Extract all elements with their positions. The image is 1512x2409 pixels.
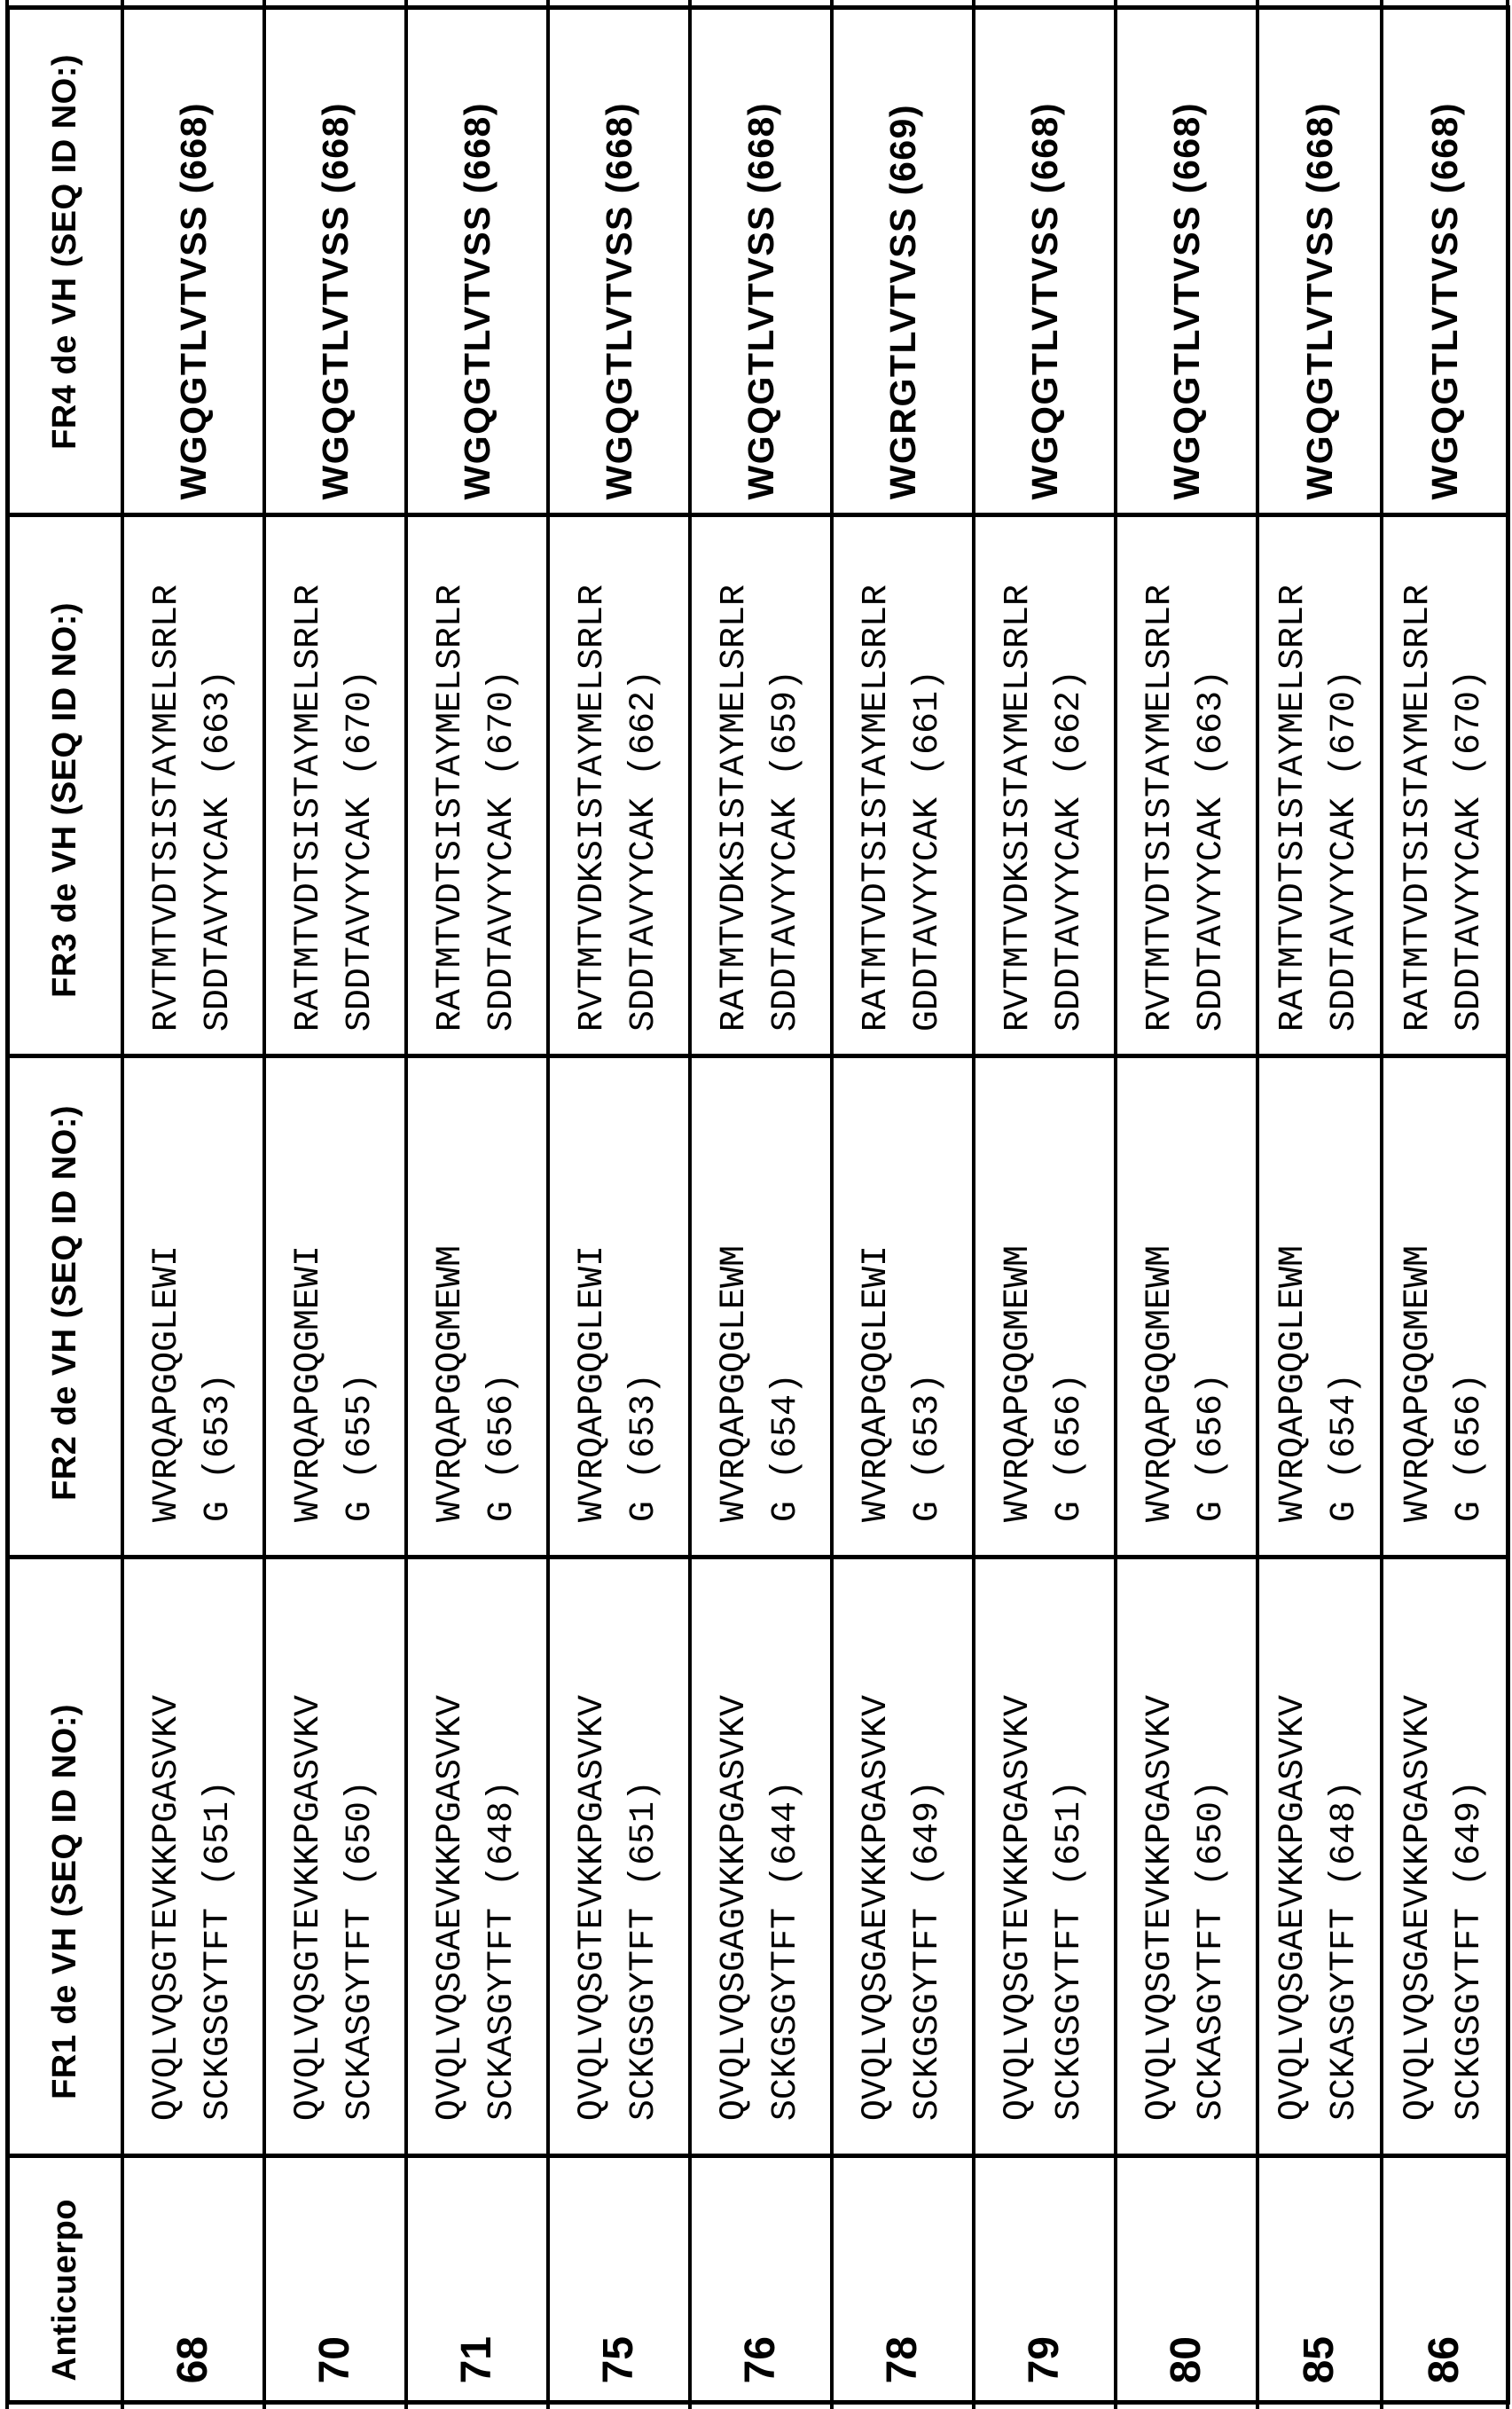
cell-fr1-80 xyxy=(1118,1559,1255,2153)
header-antibody-text: Anticuerpo xyxy=(46,2199,83,2382)
cut-row-tick-bottom xyxy=(262,2404,266,2409)
cut-row-tick-top xyxy=(404,0,408,7)
antibody-number-cell xyxy=(834,2158,971,2399)
antibody-number-cell-text: 71 xyxy=(453,2335,500,2383)
cell-fr3-76 xyxy=(693,517,829,1053)
cell-fr4-70-text: WGQGTLVTVSS (668) xyxy=(315,101,356,499)
cell-fr2-80 xyxy=(1118,1058,1255,1554)
cut-row-tick-top xyxy=(546,0,550,7)
cell-fr1-75 xyxy=(551,1559,687,2153)
cut-row-tick-top xyxy=(5,0,9,7)
cell-fr3-80 xyxy=(1118,517,1255,1053)
cell-fr4-80 xyxy=(1118,10,1255,512)
cut-row-tick-bottom xyxy=(404,2404,408,2409)
antibody-number-cell xyxy=(693,2158,829,2399)
cell-fr1-76-text: QVQLVQSGAGVKKPGASVKV SCKGSGYTFT (644) xyxy=(715,1694,806,2121)
header-antibody xyxy=(10,2158,120,2399)
grid-vline xyxy=(688,5,692,2405)
cell-fr4-78-text: WGRGTLVTVSS (669) xyxy=(882,103,923,499)
cell-fr4-68-text: WGQGTLVTVSS (668) xyxy=(173,101,214,499)
antibody-number-cell-text: 75 xyxy=(595,2335,642,2383)
grid-hline xyxy=(5,2400,1510,2405)
cell-fr1-70 xyxy=(267,1559,403,2153)
grid-vline xyxy=(404,5,408,2405)
cell-fr2-75-text: WVRQAPGQGLEWI G (653) xyxy=(573,1244,664,1522)
header-fr3-text: FR3 de VH (SEQ ID NO:) xyxy=(46,602,83,998)
cell-fr1-71 xyxy=(409,1559,545,2153)
header-fr2-text: FR2 de VH (SEQ ID NO:) xyxy=(46,1105,83,1501)
cell-fr2-71 xyxy=(409,1058,545,1554)
cell-fr2-85-text: WVRQAPGQGLEWM G (654) xyxy=(1273,1244,1365,1522)
cell-fr4-86-text: WGQGTLVTVSS (668) xyxy=(1424,101,1465,499)
cell-fr4-79-text: WGQGTLVTVSS (668) xyxy=(1024,101,1065,499)
cell-fr3-86 xyxy=(1384,517,1505,1053)
cell-fr3-71 xyxy=(409,517,545,1053)
cut-row-tick-top xyxy=(972,0,975,7)
cell-fr4-75-text: WGQGTLVTVSS (668) xyxy=(599,101,639,499)
cell-fr4-71 xyxy=(409,10,545,512)
cell-fr4-78 xyxy=(834,10,971,512)
cell-fr3-78 xyxy=(834,517,971,1053)
cell-fr3-79-text: RVTMTVDKSISTAYMELSRLR SDDTAVYYCAK (662) xyxy=(999,584,1090,1032)
cell-fr1-80-text: QVQLVQSGTEVKKPGASVKV SCKASGYTFT (650) xyxy=(1140,1694,1232,2121)
cut-row-tick-top xyxy=(262,0,266,7)
cell-fr4-85-text: WGQGTLVTVSS (668) xyxy=(1299,101,1340,499)
cell-fr2-70 xyxy=(267,1058,403,1554)
antibody-number-cell-text: 79 xyxy=(1021,2335,1068,2383)
cell-fr2-78-text: WVRQAPGQGLEWI G (653) xyxy=(857,1244,948,1522)
cut-row-tick-bottom xyxy=(5,2404,9,2409)
cut-row-tick-bottom xyxy=(1380,2404,1383,2409)
cell-fr2-68-text: WVRQAPGQGLEWI G (653) xyxy=(147,1244,239,1522)
cut-row-tick-bottom xyxy=(1114,2404,1117,2409)
cell-fr2-80-text: WVRQAPGQGMEWM G (656) xyxy=(1140,1244,1232,1522)
header-fr2 xyxy=(10,1058,120,1554)
cell-fr1-78-text: QVQLVQSGAEVKKPGASVKV SCKGSGYTFT (649) xyxy=(857,1694,948,2121)
cut-row-tick-bottom xyxy=(1256,2404,1259,2409)
grid-vline xyxy=(972,5,975,2405)
cell-fr3-71-text: RATMTVDTSISTAYMELSRLR SDDTAVYYCAK (670) xyxy=(431,584,522,1032)
cell-fr3-75 xyxy=(551,517,687,1053)
antibody-number-cell xyxy=(125,2158,262,2399)
cell-fr2-85 xyxy=(1260,1058,1379,1554)
cell-fr4-86 xyxy=(1384,10,1505,512)
cell-fr1-68 xyxy=(125,1559,262,2153)
cell-fr4-70 xyxy=(267,10,403,512)
cell-fr1-79 xyxy=(976,1559,1113,2153)
antibody-number-cell xyxy=(267,2158,403,2399)
cut-row-tick-bottom xyxy=(972,2404,975,2409)
cut-row-tick-bottom xyxy=(1506,2404,1509,2409)
cell-fr2-86 xyxy=(1384,1058,1505,1554)
antibody-number-cell-text: 86 xyxy=(1421,2335,1468,2383)
cut-row-tick-top xyxy=(1256,0,1259,7)
cell-fr2-70-text: WVRQAPGQGMEWI G (655) xyxy=(289,1244,380,1522)
cell-fr3-68 xyxy=(125,517,262,1053)
antibody-number-cell-text: 68 xyxy=(169,2335,216,2383)
cell-fr1-79-text: QVQLVQSGTEVKKPGASVKV SCKGSGYTFT (651) xyxy=(999,1694,1090,2121)
cell-fr2-76 xyxy=(693,1058,829,1554)
antibody-number-cell xyxy=(409,2158,545,2399)
cell-fr2-71-text: WVRQAPGQGMEWM G (656) xyxy=(431,1244,522,1522)
cell-fr2-75 xyxy=(551,1058,687,1554)
cell-fr2-68 xyxy=(125,1058,262,1554)
cell-fr3-70 xyxy=(267,517,403,1053)
cell-fr4-71-text: WGQGTLVTVSS (668) xyxy=(457,101,497,499)
antibody-number-cell xyxy=(1118,2158,1255,2399)
cell-fr1-78 xyxy=(834,1559,971,2153)
cell-fr3-70-text: RATMTVDTSISTAYMELSRLR SDDTAVYYCAK (670) xyxy=(289,584,380,1032)
antibody-number-cell-text: 76 xyxy=(737,2335,784,2383)
cell-fr4-85 xyxy=(1260,10,1379,512)
cell-fr2-79 xyxy=(976,1058,1113,1554)
cell-fr1-86 xyxy=(1384,1559,1505,2153)
grid-vline xyxy=(121,5,124,2405)
cell-fr2-86-text: WVRQAPGQGMEWM G (656) xyxy=(1398,1244,1490,1522)
cell-fr3-85 xyxy=(1260,517,1379,1053)
cell-fr3-76-text: RATMTVDKSISTAYMELSRLR SDDTAVYYCAK (659) xyxy=(715,584,806,1032)
grid-vline xyxy=(262,5,266,2405)
cell-fr1-68-text: QVQLVQSGTEVKKPGASVKV SCKGSGYTFT (651) xyxy=(147,1694,239,2121)
cut-row-tick-top xyxy=(1506,0,1509,7)
cell-fr4-68 xyxy=(125,10,262,512)
cut-row-tick-top xyxy=(830,0,834,7)
cell-fr4-76 xyxy=(693,10,829,512)
cell-fr1-85-text: QVQLVQSGAEVKKPGASVKV SCKASGYTFT (648) xyxy=(1273,1694,1365,2121)
cell-fr1-71-text: QVQLVQSGAEVKKPGASVKV SCKASGYTFT (648) xyxy=(431,1694,522,2121)
grid-vline xyxy=(1114,5,1117,2405)
cell-fr3-79 xyxy=(976,517,1113,1053)
cell-fr3-85-text: RATMTVDTSISTAYMELSRLR SDDTAVYYCAK (670) xyxy=(1273,584,1365,1032)
header-fr3 xyxy=(10,517,120,1053)
antibody-number-cell-text: 78 xyxy=(879,2335,926,2383)
antibody-number-cell xyxy=(1260,2158,1379,2399)
grid-vline xyxy=(830,5,834,2405)
antibody-number-cell xyxy=(1384,2158,1505,2399)
grid-vline xyxy=(546,5,550,2405)
cut-row-tick-bottom xyxy=(830,2404,834,2409)
cut-row-tick-top xyxy=(688,0,692,7)
grid-vline xyxy=(1506,5,1510,2405)
grid-vline xyxy=(1256,5,1259,2405)
cell-fr3-86-text: RATMTVDTSISTAYMELSRLR SDDTAVYYCAK (670) xyxy=(1398,584,1490,1032)
grid-vline xyxy=(1380,5,1383,2405)
cut-row-tick-bottom xyxy=(121,2404,124,2409)
cell-fr2-76-text: WVRQAPGQGLEWM G (654) xyxy=(715,1244,806,1522)
cell-fr3-75-text: RVTMTVDKSISTAYMELSRLR SDDTAVYYCAK (662) xyxy=(573,584,664,1032)
cell-fr4-79 xyxy=(976,10,1113,512)
cell-fr3-78-text: RATMTVDTSISTAYMELSRLR GDDTAVYYCAK (661) xyxy=(857,584,948,1032)
antibody-number-cell-text: 85 xyxy=(1296,2335,1343,2383)
cut-row-tick-top xyxy=(1380,0,1383,7)
cell-fr3-80-text: RVTMTVDTSISTAYMELSRLR SDDTAVYYCAK (663) xyxy=(1140,584,1232,1032)
cell-fr2-78 xyxy=(834,1058,971,1554)
cut-row-tick-bottom xyxy=(688,2404,692,2409)
cell-fr1-76 xyxy=(693,1559,829,2153)
cut-row-tick-top xyxy=(121,0,124,7)
antibody-number-cell-text: 70 xyxy=(311,2335,358,2383)
antibody-number-cell-text: 80 xyxy=(1163,2335,1210,2383)
header-fr1-text: FR1 de VH (SEQ ID NO:) xyxy=(46,1704,83,2099)
cell-fr4-80-text: WGQGTLVTVSS (668) xyxy=(1166,101,1207,499)
cell-fr1-75-text: QVQLVQSGTEVKKPGASVKV SCKGSGYTFT (651) xyxy=(573,1694,664,2121)
header-fr4 xyxy=(10,10,120,512)
cell-fr1-85 xyxy=(1260,1559,1379,2153)
antibody-number-cell xyxy=(976,2158,1113,2399)
cut-row-tick-bottom xyxy=(546,2404,550,2409)
cell-fr2-79-text: WVRQAPGQGMEWM G (656) xyxy=(999,1244,1090,1522)
antibody-number-cell xyxy=(551,2158,687,2399)
cell-fr4-76-text: WGQGTLVTVSS (668) xyxy=(740,101,781,499)
cut-row-tick-top xyxy=(1114,0,1117,7)
cell-fr1-70-text: QVQLVQSGTEVKKPGASVKV SCKASGYTFT (650) xyxy=(289,1694,380,2121)
cell-fr1-86-text: QVQLVQSGAEVKKPGASVKV SCKGSGYTFT (649) xyxy=(1398,1694,1490,2121)
cell-fr3-68-text: RVTMTVDTSISTAYMELSRLR SDDTAVYYCAK (663) xyxy=(147,584,239,1032)
cell-fr4-75 xyxy=(551,10,687,512)
header-fr1 xyxy=(10,1559,120,2153)
header-fr4-text: FR4 de VH (SEQ ID NO:) xyxy=(46,54,83,450)
